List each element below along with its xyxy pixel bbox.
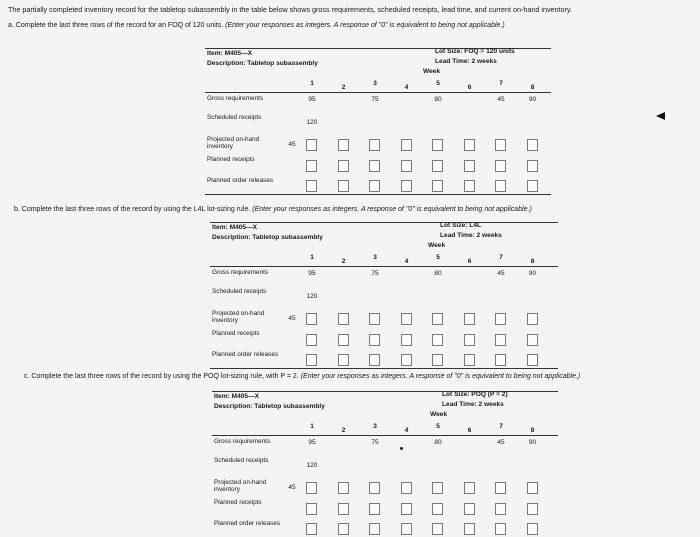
gross-requirements-label: Gross requirements xyxy=(207,95,264,102)
part-b-top-rule xyxy=(210,222,558,223)
planned-receipts-week-3-input[interactable] xyxy=(369,503,380,515)
planned-order-releases-week-4-input[interactable] xyxy=(401,180,412,192)
week-3-header: 3 xyxy=(373,254,377,261)
planned-receipts-week-2-input[interactable] xyxy=(338,334,349,346)
week-8-header: 8 xyxy=(530,84,535,91)
gross-req-week-1: 95 xyxy=(308,96,316,103)
projected-on-hand-week-6-input[interactable] xyxy=(464,313,475,325)
week-2-header: 2 xyxy=(341,427,346,434)
planned-order-releases-week-7-input[interactable] xyxy=(495,523,506,535)
planned-order-releases-label: Planned order releases xyxy=(212,351,279,358)
planned-order-releases-label: Planned order releases xyxy=(214,520,281,527)
week-label: Week xyxy=(428,242,446,249)
part-a-title xyxy=(8,22,505,29)
projected-on-hand-week-3-input[interactable] xyxy=(369,313,380,325)
part-c-question: c. Complete the last three rows of the record by using the POQ lot-sizing rule, with P = 2. xyxy=(24,373,299,380)
planned-receipts-label: Planned receipts xyxy=(212,330,260,337)
lead-time-label: Lead Time: 2 weeks xyxy=(435,58,497,65)
projected-on-hand-week-4-input[interactable] xyxy=(401,139,412,151)
week-6-header: 6 xyxy=(467,427,472,434)
part-c-instruction: (Enter your responses as integers. A response of "0" is equivalent to being not applicable.) xyxy=(300,373,581,380)
projected-on-hand-week-8-input[interactable] xyxy=(527,482,538,494)
description-label: Description: Tabletop subassembly xyxy=(207,60,318,67)
week-1-header: 1 xyxy=(310,423,314,430)
week-5-header: 5 xyxy=(436,80,440,87)
lead-time-label: Lead Time: 2 weeks xyxy=(440,232,502,239)
projected-on-hand-week-3-input[interactable] xyxy=(369,482,380,494)
planned-order-releases-week-5-input[interactable] xyxy=(432,180,443,192)
intro-text: The partially completed inventory record for the tabletop subassembly in the table below shows gross requirements, scheduled receipts, lead time, and current on-hand inventory. xyxy=(8,5,572,14)
planned-receipts-week-1-input[interactable] xyxy=(306,503,317,515)
gross-req-week-1: 95 xyxy=(308,439,316,446)
planned-order-releases-week-3-input[interactable] xyxy=(369,180,380,192)
gross-requirements-label: Gross requirements xyxy=(212,269,269,276)
week-label: Week xyxy=(423,68,441,75)
planned-order-releases-week-6-input[interactable] xyxy=(464,180,475,192)
week-label: Week xyxy=(430,411,448,418)
planned-order-releases-week-8-input[interactable] xyxy=(527,523,538,535)
projected-on-hand-week-5-input[interactable] xyxy=(432,139,443,151)
gross-req-week-7: 45 xyxy=(497,270,505,277)
gross-req-week-1: 95 xyxy=(308,270,316,277)
gross-req-week-7: 45 xyxy=(497,96,505,103)
initial-on-hand: 45 xyxy=(288,315,296,322)
item-label: Item: M405—X xyxy=(214,393,260,400)
planned-order-releases-week-5-input[interactable] xyxy=(432,354,443,366)
planned-receipts-week-5-input[interactable] xyxy=(432,160,443,172)
projected-on-hand-week-2-input[interactable] xyxy=(338,482,349,494)
gross-req-week-5: 80 xyxy=(434,439,442,446)
projected-on-hand-week-5-input[interactable] xyxy=(432,482,443,494)
planned-order-releases-week-7-input[interactable] xyxy=(495,354,506,366)
planned-receipts-week-4-input[interactable] xyxy=(401,334,412,346)
week-4-header: 4 xyxy=(404,84,409,91)
projected-on-hand-week-2-input[interactable] xyxy=(338,313,349,325)
projected-on-hand-week-3-input[interactable] xyxy=(369,139,380,151)
part-a-header-rule xyxy=(205,92,551,93)
description-label: Description: Tabletop subassembly xyxy=(212,234,323,241)
part-a-bottom-rule xyxy=(205,194,551,195)
week-1-header: 1 xyxy=(310,254,314,261)
planned-order-releases-week-8-input[interactable] xyxy=(527,354,538,366)
planned-receipts-week-7-input[interactable] xyxy=(495,160,506,172)
lead-time-label: Lead Time: 2 weeks xyxy=(442,401,504,408)
planned-receipts-week-8-input[interactable] xyxy=(527,160,538,172)
week-1-header: 1 xyxy=(310,80,314,87)
planned-receipts-week-5-input[interactable] xyxy=(432,334,443,346)
gross-req-week-5: 80 xyxy=(434,96,442,103)
description-label: Description: Tabletop subassembly xyxy=(214,403,325,410)
planned-order-releases-week-6-input[interactable] xyxy=(464,523,475,535)
part-b-question: b. Complete the last three rows of the record by using the L4L lot-sizing rule. xyxy=(14,206,251,213)
projected-on-hand-week-2-input[interactable] xyxy=(338,139,349,151)
projected-on-hand-label: Projected on-hand inventory xyxy=(207,136,260,151)
planned-order-releases-week-3-input[interactable] xyxy=(369,354,380,366)
week-2-header: 2 xyxy=(341,258,346,265)
projected-on-hand-week-1-input[interactable] xyxy=(306,313,317,325)
gross-req-week-8: 90 xyxy=(528,439,537,446)
projected-on-hand-week-6-input[interactable] xyxy=(464,139,475,151)
projected-on-hand-week-7-input[interactable] xyxy=(495,482,506,494)
projected-on-hand-week-1-input[interactable] xyxy=(306,482,317,494)
planned-order-releases-week-2-input[interactable] xyxy=(338,354,349,366)
planned-receipts-week-3-input[interactable] xyxy=(369,160,380,172)
week-5-header: 5 xyxy=(436,423,440,430)
planned-receipts-week-2-input[interactable] xyxy=(338,503,349,515)
planned-receipts-week-4-input[interactable] xyxy=(401,503,412,515)
part-b-title xyxy=(14,206,532,213)
week-8-header: 8 xyxy=(530,258,535,265)
week-7-header: 7 xyxy=(499,423,503,430)
planned-order-releases-week-6-input[interactable] xyxy=(464,354,475,366)
week-6-header: 6 xyxy=(467,84,472,91)
planned-receipts-week-6-input[interactable] xyxy=(464,503,475,515)
initial-on-hand: 45 xyxy=(288,141,296,148)
week-3-header: 3 xyxy=(373,80,377,87)
week-2-header: 2 xyxy=(341,84,346,91)
planned-order-releases-week-2-input[interactable] xyxy=(338,523,349,535)
lot-size-label: Lot Size: POQ (P = 2) xyxy=(442,391,508,398)
gross-req-week-3: 75 xyxy=(371,96,379,103)
scheduled-receipts-label: Scheduled receipts xyxy=(214,457,269,464)
projected-on-hand-week-6-input[interactable] xyxy=(464,482,475,494)
lot-size-label: Lot Size: FOQ = 120 units xyxy=(435,48,515,55)
planned-receipts-label: Planned receipts xyxy=(214,499,262,506)
projected-on-hand-week-4-input[interactable] xyxy=(401,482,412,494)
projected-on-hand-week-7-input[interactable] xyxy=(495,139,506,151)
projected-on-hand-week-8-input[interactable] xyxy=(527,313,538,325)
week-7-header: 7 xyxy=(499,254,503,261)
planned-receipts-week-1-input[interactable] xyxy=(306,334,317,346)
planned-order-releases-week-5-input[interactable] xyxy=(432,523,443,535)
gross-req-week-3: 75 xyxy=(371,439,379,446)
planned-order-releases-week-1-input[interactable] xyxy=(306,180,317,192)
part-b-header-rule xyxy=(210,266,558,267)
part-a-question: a. Complete the last three rows of the record for an FOQ of 120 units. xyxy=(8,22,224,29)
projected-on-hand-week-5-input[interactable] xyxy=(432,313,443,325)
planned-order-releases-week-4-input[interactable] xyxy=(401,354,412,366)
week-4-header: 4 xyxy=(404,258,409,265)
planned-receipts-week-2-input[interactable] xyxy=(338,160,349,172)
stray-dot xyxy=(400,447,403,450)
projected-on-hand-week-4-input[interactable] xyxy=(401,313,412,325)
scheduled-receipt-week-1: 120 xyxy=(306,293,318,300)
initial-on-hand: 45 xyxy=(288,484,296,491)
projected-on-hand-week-8-input[interactable] xyxy=(527,139,538,151)
planned-order-releases-week-2-input[interactable] xyxy=(338,180,349,192)
gross-requirements-label: Gross requirements xyxy=(214,438,271,445)
mouse-pointer-icon xyxy=(656,112,665,120)
planned-receipts-week-6-input[interactable] xyxy=(464,334,475,346)
planned-order-releases-week-1-input[interactable] xyxy=(306,523,317,535)
gross-req-week-3: 75 xyxy=(371,270,379,277)
lot-size-label: Lot Size: L4L xyxy=(440,222,482,229)
projected-on-hand-label: Projected on-hand inventory xyxy=(212,310,265,325)
projected-on-hand-label: Projected on-hand inventory xyxy=(214,479,267,494)
week-4-header: 4 xyxy=(404,427,409,434)
planned-receipts-week-8-input[interactable] xyxy=(527,503,538,515)
part-c-title xyxy=(24,373,580,380)
planned-receipts-week-4-input[interactable] xyxy=(401,160,412,172)
gross-req-week-8: 90 xyxy=(528,96,537,103)
item-label: Item: M405—X xyxy=(207,50,253,57)
scheduled-receipt-week-1: 120 xyxy=(306,462,318,469)
planned-order-releases-label: Planned order releases xyxy=(207,177,274,184)
planned-receipts-week-8-input[interactable] xyxy=(527,334,538,346)
week-6-header: 6 xyxy=(467,258,472,265)
planned-order-releases-week-7-input[interactable] xyxy=(495,180,506,192)
week-8-header: 8 xyxy=(530,427,535,434)
scheduled-receipt-week-1: 120 xyxy=(306,119,318,126)
item-label: Item: M405—X xyxy=(212,224,258,231)
week-7-header: 7 xyxy=(499,80,503,87)
week-3-header: 3 xyxy=(373,423,377,430)
planned-receipts-week-7-input[interactable] xyxy=(495,334,506,346)
planned-receipts-week-1-input[interactable] xyxy=(306,160,317,172)
projected-on-hand-week-7-input[interactable] xyxy=(495,313,506,325)
planned-order-releases-week-4-input[interactable] xyxy=(401,523,412,535)
scheduled-receipts-label: Scheduled receipts xyxy=(207,114,262,121)
planned-order-releases-week-3-input[interactable] xyxy=(369,523,380,535)
week-5-header: 5 xyxy=(436,254,440,261)
part-c-header-rule xyxy=(212,435,558,436)
planned-receipts-week-6-input[interactable] xyxy=(464,160,475,172)
scheduled-receipts-label: Scheduled receipts xyxy=(212,288,267,295)
part-a-instruction: (Enter your responses as integers. A response of "0" is equivalent to being not applicable.) xyxy=(225,22,505,29)
planned-receipts-week-7-input[interactable] xyxy=(495,503,506,515)
gross-req-week-8: 90 xyxy=(528,270,537,277)
planned-receipts-week-3-input[interactable] xyxy=(369,334,380,346)
part-b-instruction: (Enter your responses as integers. A response of "0" is equivalent to being not applicable.) xyxy=(252,206,532,213)
projected-on-hand-week-1-input[interactable] xyxy=(306,139,317,151)
planned-receipts-label: Planned receipts xyxy=(207,156,255,163)
part-b-bottom-rule xyxy=(210,368,558,369)
planned-receipts-week-5-input[interactable] xyxy=(432,503,443,515)
planned-order-releases-week-8-input[interactable] xyxy=(527,180,538,192)
gross-req-week-7: 45 xyxy=(497,439,505,446)
gross-req-week-5: 80 xyxy=(434,270,442,277)
planned-order-releases-week-1-input[interactable] xyxy=(306,354,317,366)
